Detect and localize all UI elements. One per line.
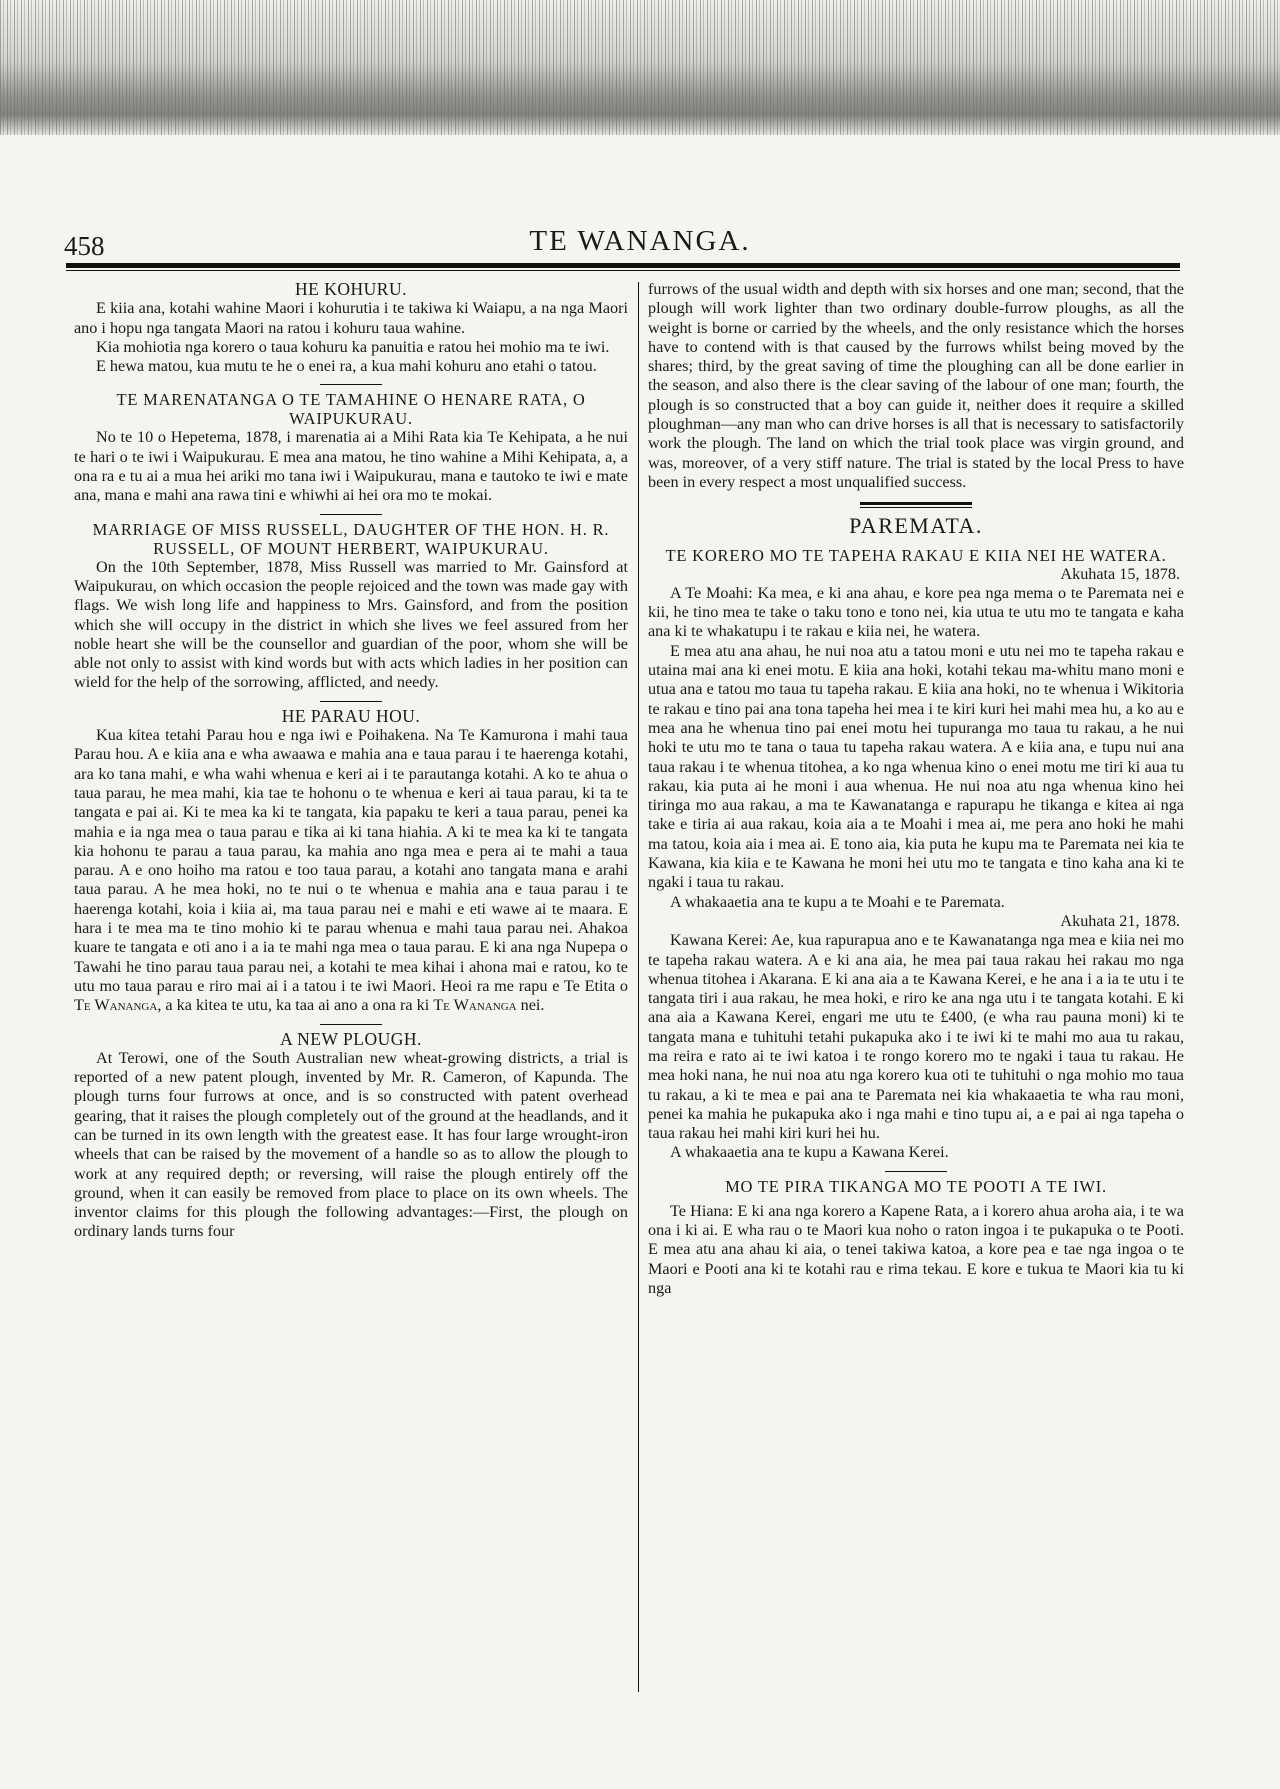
pira-heading: MO TE PIRA TIKANGA MO TE POOTI A TE IWI. [725, 1176, 1107, 1196]
kohuru-paragraph: E kiia ana, kotahi wahine Maori i kohurutia i te takiwa ki Waiapu, a na nga Maori ano i hopu nga tangata Maori na ratou i kohuru taua wahine. [74, 299, 628, 337]
pira-paragraph: Te Hiana: E ki ana nga korero a Kapene Rata, a i korero ahua aroha aia, i te wa ona i ki ai. E wha rau o te Maori kua noho o raton ingoa i te pukapuka o te Pooti. E mea atu ana ahau ki aia, o tenei takiwa katoa, a kore pea e tae nga ingoa o te Maori e Pooti ana ki te kotahi rau e rima tekau. E kore e tukua te Maori kia tu ki nga [648, 1201, 1184, 1297]
paremata-date: Akuhata 15, 1878. [1060, 564, 1180, 583]
kohuru-paragraph: Kia mohiotia nga korero o taua kohuru ka panuitia e ratou hei mohio ma te iwi. [96, 337, 610, 356]
marenatanga-heading: TE MARENATANGA O TE TAMAHINE O HENARE RATA, O WAIPUKURAU. [116, 390, 586, 429]
section-separator [320, 384, 382, 385]
paremata-heading: PAREMATA. [849, 513, 983, 539]
paremata-subheading: TE KORERO MO TE TAPEHA RAKAU E KIIA NEI HE WATERA. [665, 545, 1167, 565]
paremata-paragraph: Kawana Kerei: Ae, kua rapurapua ano e te Kawanatanga nga mea e kiia nei mo te tapeha rakau watera. A e ki ana aia, he mea pai taua rakau hei rakau mo nga whenua titohea i Akarana. E ki ana aia a te Kawana Kerei, e he ana i a ia te utu i te tangata tiri i aua rakau, he mea hoki, e riro ke ana nga utu i te tangata kotahi. E ki ana aia a Kawana Kerei, engari me utu te £400, (e wha rau pauna moni) ki te tangata mana e tuhituhi tetahi pukapuka ako i te iwi ki te mahi mo aua tu rakau, ma reira e rato ai te iwi katoa i te rongo korero mo te ngaki i taua tu rakau. He mea hoki nana, he nui noa atu nga korero kua oti te tuhituhi o nga mohio mo taua tu rakau, a ki te mea e pai ana te Paremata nei kia whakaaetia te wha rau moni, penei ka mahia he pukapuka ako i nga mahi e tino tupu ai, a e pai ai nga tapeha o taua rakau hei mahi kiri kuri hei hu. [648, 931, 1184, 1143]
section-separator [860, 502, 972, 508]
section-separator [320, 514, 382, 515]
section-separator [320, 1024, 382, 1025]
kohuru-paragraph: E hewa matou, kua mutu te he o enei ra, a kua mahi kohuru ano etahi o tatou. [96, 357, 597, 376]
header-rule-thin [66, 270, 1180, 271]
paremata-paragraph: A whakaaetia ana te kupu a te Moahi e te Paremata. [670, 892, 1005, 911]
parau-text: nei. [516, 996, 545, 1015]
plough-continued-paragraph: furrows of the usual width and depth with six horses and one man; second, that the plough will work lighter than two ordinary double-furrow ploughs, as all the weight is borne or carried by the wheels, and the only resistance which the horses have to contend with is that caused by the furrows whilst being moved by the shares; third, by the great saving of time the ploughing can all be done earlier in the season, and also there is the clear saving of the labour of one man; fourth, the plough is so constructed that a boy can guide it, neither does it require a skilled ploughman—any man who can drive horses is all that is necessary to satisfactorily work the plough. The land on which the trial took place was virgin ground, and was, moreover, of a very stiff nature. The trial is stated by the local Press to have been in every respect a most unqualified success. [648, 280, 1184, 491]
paremata-date: Akuhata 21, 1878. [1060, 911, 1180, 930]
paper-name: Te Wananga [74, 996, 158, 1015]
section-separator [885, 1171, 947, 1172]
kohuru-heading: HE KOHURU. [295, 279, 407, 299]
right-column [648, 280, 1184, 1298]
page-title: TE WANANGA. [529, 225, 751, 257]
left-column [74, 280, 628, 1242]
paremata-paragraph: A Te Moahi: Ka mea, e ki ana ahau, e kore pea nga mema o te Paremata nei e kii, he tino mea te take o taku tono e tono nei, kia utua te utu mo te tangata e kaha ana ki te whakatupu i te rakau e kiia nei, he watera. [648, 583, 1184, 641]
page-number: 458 [64, 231, 105, 261]
header-rule [66, 263, 1180, 268]
scanned-header-noise [0, 0, 1280, 135]
marriage-paragraph: On the 10th September, 1878, Miss Russell was married to Mr. Gainsford at Waipukurau, on which occasion the people rejoiced and the town was made gay with flags. We wish long life and happiness to Mrs. Gainsford, and from the position which she will occupy in the district in which she lives we feel assured from her noble heart she will be the counsellor and guardian of the poor, whom she will be able not only to assist with kind words but with acts which ladies in her position can wield for the help of the sorrowing, afflicted, and needy. [74, 557, 628, 692]
parau-paragraph [74, 726, 628, 1015]
paremata-paragraph: A whakaaetia ana te kupu a Kawana Kerei. [670, 1143, 949, 1162]
parau-heading: HE PARAU HOU. [281, 705, 421, 726]
marriage-heading: MARRIAGE OF MISS RUSSELL, DAUGHTER OF THE HON. H. R. RUSSELL, OF MOUNT HERBERT, WAIPUKURAU. [92, 519, 610, 558]
section-separator [320, 701, 382, 702]
parau-text: , a ka kitea te utu, ka taa ai ano a ona ra ki [157, 996, 430, 1015]
marenatanga-paragraph: No te 10 o Hepetema, 1878, i marenatia ai a Mihi Rata kia Te Kehipata, a he nui te hari o te iwi i Waipukurau. E mea ana matou, he tino wahine a Mihi Kehipata, a, a ona ra e tu ai a mua hei ariki mo tana iwi i Waipukurau, mana e tautoko te iwi e mate ana, mana e mahi ana rawa tini e whiwhi ai hei ora mo te mokai. [74, 428, 628, 505]
plough-paragraph: At Terowi, one of the South Australian new wheat-growing districts, a trial is reported of a new patent plough, invented by Mr. R. Cameron, of Kapunda. The plough turns four furrows at once, and is so constructed with patent overhead gearing, that it raises the plough completely out of the ground at the headlands, and it can be turned in its own length with the greatest ease. It has four large wrought-iron wheels that can be raised by the movement of a handle so as to allow the plough to work at any required depth; or reversing, will raise the plough entirely off the ground, when it can easily be removed from place to place on its own wheels. The inventor claims for this plough the following advantages:—First, the plough on ordinary lands turns four [74, 1048, 628, 1241]
column-divider [638, 282, 639, 1692]
parau-text: Kua kitea tetahi Parau hou e nga iwi e Poihakena. Na Te Kamurona i mahi taua Parau hou. A e kiia ana e wha awaawa e mahia ana e taua parau i te haerenga kotahi, ara ko tana mahi, e wha wahi whenua e keri ai i te parautanga kotahi. A ko te ahua o taua parau, he mea mahi, kia tae te hohonu o te whenua e keri ai taua parau, ki ta te tangata e pai ai. Ki te mea ka ki te tangata, kia papaku te keri a taua parau, penei ka mahia e ia nga mea o taua parau e tika ai ki tana hiahia. A ki te mea ka ki te tangata kia hohonu te parau a taua parau, ka mahia ano nga mea e pera ai te mahi a taua parau. A e ono hoiho ma ratou e too taua parau, a kotahi ano tangata mana e arahi taua parau. A he mea hoki, no te nui o te whenua e mahia ana e taua parau i te haerenga kotahi, koia i kiia ai, ma taua parau nei e mahi e eti wawe ai te maara. E hara i te mea ma te tino mohio ki te parau whenua e mahi taua parau nei. Ahakoa kuare te tangata e oti ano i a ia te mahi nga mea o taua parau. E ki ana nga Nupepa o Tawahi he tino parau taua parau nei, a kotahi te mea kihai i ahona mai e ratou, ko te utu mo taua parau e riro mai ai i a tatou i te iwi Maori. Heoi ra me rapu e Te Etita o [74, 726, 628, 995]
paper-name: Te Wananga [433, 996, 517, 1015]
plough-heading: A NEW PLOUGH. [280, 1028, 422, 1049]
paremata-paragraph: E mea atu ana ahau, he nui noa atu a tatou moni e utu nei mo te tapeha rakau e utaina mai ana ki enei motu. E kiia ana hoki, kotahi tekau ma-whitu mano moni e utua ana e tatou mo taua tu tapeha rakau. E kiia ana hoki, no te whenua i Wikitoria te rakau e tino pai ana tona tapeha hei mea i te kiri kuri hei mahi mea hu, a ko au e mea ana he whenua tino pai enei motu hei tupuranga mo taua tu rakau, a he nui hoki te utu mo te tana o taua tu tapeha rakau watera. A e kiia ana, e tupu nui ana taua rakau i te whenua titohea, a ko nga whenua kino o enei motu me tiri ki aua tu rakau, kia puta ai he moni i aua whenua. He nui noa atu nga whenua kino hei tiringa mo aua rakau, a ma te Kawanatanga e rapurapu he tikanga e kitea ai nga take e tiria ai aua rakau, koia aia a te Moahi i mea ai, me pera ano hoki he mahi ma tatou, koia aia i mea ai. E tono aia, kia puta he kupu ma te Paremata nei kia te Kawana, kia kiia e te Kawana he moni hei utu mo te tangata e tino kaha ana ki te ngaki i taua tu rakau. [648, 641, 1184, 892]
